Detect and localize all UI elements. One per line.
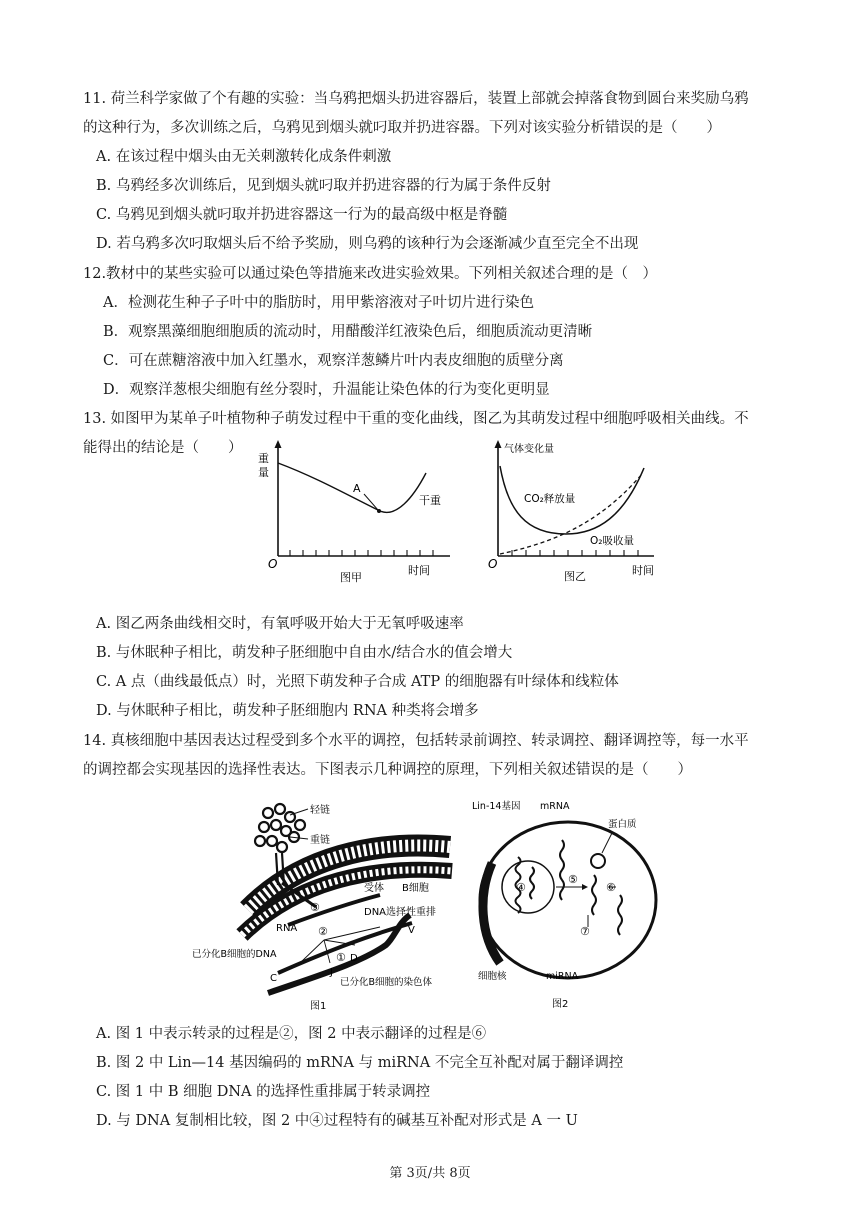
- fig2-num-5: ⑤: [568, 873, 578, 886]
- fig-a-xlabel: 时间: [408, 564, 430, 577]
- fig-a-caption: 图甲: [340, 571, 362, 584]
- q14-figure-2: [470, 795, 660, 1015]
- fig1-c: C: [270, 973, 277, 984]
- fig-a-curve-label: 干重: [419, 494, 441, 507]
- fig1-num-1: ①: [336, 951, 346, 964]
- q13-option-b: B. 与休眠种子相比，萌发种子胚细胞中自由水/结合水的值会增大: [96, 645, 513, 661]
- q14-option-a: A. 图 1 中表示转录的过程是②，图 2 中表示翻译的过程是⑥: [96, 1026, 487, 1042]
- fig1-dna-rearrangement: DNA选择性重排: [364, 907, 437, 918]
- fig-b-o2-label: O₂吸收量: [590, 535, 634, 547]
- protein: [591, 854, 605, 868]
- fig1-caption: 图1: [310, 1001, 327, 1012]
- q12-option-a: A．检测花生种子子叶中的脂肪时，用甲紫溶液对子叶切片进行染色: [103, 295, 534, 311]
- fig-a-origin: O: [268, 557, 278, 571]
- fig2-num-4: ④: [516, 881, 526, 894]
- fig-b-co2-label: CO₂释放量: [524, 493, 576, 505]
- q11-stem-line1: 11. 荷兰科学家做了个有趣的实验：当乌鸦把烟头扔进容器后，装置上部就会掉落食物到圆台来奖励乌鸦: [83, 91, 749, 107]
- fig-a-ylabel-1: 重: [258, 452, 269, 465]
- q11-stem-line2: 的这种行为，多次训练之后，乌鸦见到烟头就叼取并扔进容器。下列对该实验分析错误的是（ ）: [83, 120, 721, 136]
- q13-option-d: D. 与休眠种子相比，萌发种子胚细胞内 RNA 种类将会增多: [96, 703, 479, 719]
- q12-option-c: C．可在蔗糖溶液中加入红墨水，观察洋葱鳞片叶内表皮细胞的质壁分离: [103, 353, 564, 369]
- fig1-j: J: [330, 967, 333, 978]
- fig-b-ylabel: 气体变化量: [504, 444, 554, 455]
- q11-option-d: D. 若乌鸦多次叼取烟头后不给予奖励，则乌鸦的该种行为会逐渐减少直至完全不出现: [96, 236, 639, 252]
- fig-a-ylabel-2: 量: [258, 466, 269, 479]
- q14-option-b: B. 图 2 中 Lin—14 基因编码的 mRNA 与 miRNA 不完全互补配对属于翻译调控: [96, 1055, 624, 1071]
- fig1-rna: RNA: [276, 923, 298, 934]
- fig-b-origin: O: [488, 557, 498, 571]
- q11-option-b: B. 乌鸦经多次训练后，见到烟头就叼取并扔进容器的行为属于条件反射: [96, 178, 551, 194]
- nucleus: [502, 861, 554, 913]
- fig1-d: D: [350, 953, 358, 964]
- page-footer: 第 3页/共 8页: [389, 1166, 471, 1181]
- q13-stem-line1: 13. 如图甲为某单子叶植物种子萌发过程中干重的变化曲线，图乙为其萌发过程中细胞呼吸相关曲线。不: [83, 411, 749, 427]
- q13-figure-b: [486, 436, 666, 588]
- q14-figure-1: [190, 795, 480, 1015]
- q12-stem: 12.教材中的某些实验可以通过染色等措施来改进实验效果。下列相关叙述合理的是（ ）: [83, 266, 658, 282]
- q13-option-c: C. A 点（曲线最低点）时，光照下萌发种子合成 ATP 的细胞器有叶绿体和线粒体: [96, 674, 619, 690]
- fig1-num-2: ②: [318, 925, 328, 938]
- fig1-num-3: ③: [310, 901, 320, 914]
- q14-option-d: D. 与 DNA 复制相比较，图 2 中④过程特有的碱基互补配对形式是 A 一 U: [96, 1113, 578, 1129]
- fig1-light-chain: 轻链: [310, 805, 330, 816]
- fig1-diff-dna: 已分化B细胞的DNA: [192, 949, 277, 960]
- dry-weight-curve: [278, 463, 426, 512]
- fig-b-caption: 图乙: [564, 570, 586, 583]
- fig2-mrna: mRNA: [540, 801, 570, 812]
- fig1-receptor: 受体: [364, 883, 384, 894]
- fig-a-point-label: A: [353, 482, 361, 495]
- q12-option-d: D．观察洋葱根尖细胞有丝分裂时，升温能让染色体的行为变化更明显: [103, 382, 550, 398]
- fig2-nucleus: 细胞核: [478, 971, 507, 982]
- q14-option-c: C. 图 1 中 B 细胞 DNA 的选择性重排属于转录调控: [96, 1084, 431, 1100]
- fig1-bcell: B细胞: [402, 883, 429, 894]
- fig1-v: V: [408, 925, 415, 936]
- fig1-diff-chromosome: 已分化B细胞的染色体: [340, 977, 433, 988]
- mrna-strand: [560, 840, 564, 900]
- q12-option-b: B．观察黑藻细胞细胞质的流动时，用醋酸洋红液染色后，细胞质流动更清晰: [103, 324, 593, 340]
- fig2-num-6: ⑥: [606, 881, 616, 894]
- fig2-num-7: ⑦: [580, 925, 590, 938]
- fig2-caption: 图2: [552, 999, 569, 1010]
- q11-option-c: C. 乌鸦见到烟头就叼取并扔进容器这一行为的最高级中枢是脊髓: [96, 207, 508, 223]
- fig2-protein: 蛋白质: [608, 819, 637, 830]
- q13-option-a: A. 图乙两条曲线相交时，有氧呼吸开始大于无氧呼吸速率: [96, 616, 464, 632]
- fig-b-xlabel: 时间: [632, 564, 654, 577]
- cell-outline: [480, 822, 656, 978]
- fig2-mirna: miRNA: [546, 971, 579, 982]
- q14-stem-line1: 14. 真核细胞中基因表达过程受到多个水平的调控，包括转录前调控、转录调控、翻译调控等，每一水平: [83, 733, 749, 749]
- fig1-heavy-chain: 重链: [310, 835, 330, 846]
- q13-figure-a: [248, 438, 458, 588]
- q14-stem-line2: 的调控都会实现基因的选择性表达。下图表示几种调控的原理，下列相关叙述错误的是（ ）: [83, 762, 692, 778]
- q13-stem-line2: 能得出的结论是（ ）: [83, 440, 243, 456]
- fig2-lin14: Lin-14基因: [472, 801, 521, 812]
- q11-option-a: A. 在该过程中烟头由无关刺激转化成条件刺激: [96, 149, 392, 165]
